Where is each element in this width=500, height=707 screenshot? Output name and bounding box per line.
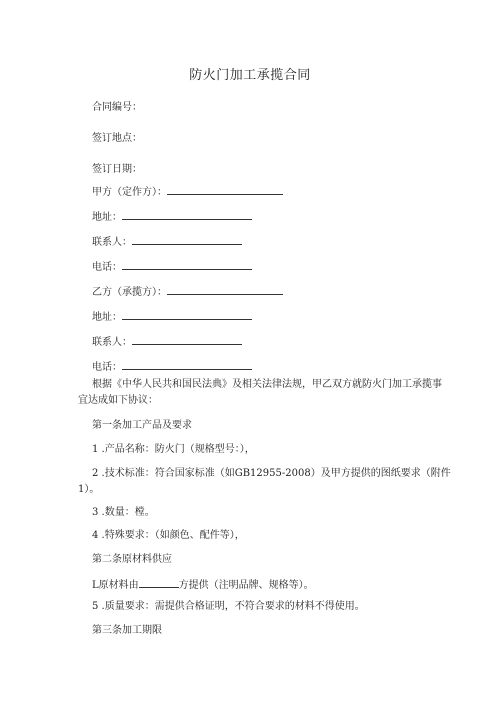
article-1-heading: 第一条加工产品及要求 xyxy=(92,420,192,431)
party-a-contact-label: 联系人： xyxy=(92,237,132,248)
party-a-blank xyxy=(167,184,283,195)
party-a-address-blank xyxy=(122,209,252,220)
party-a-phone-blank xyxy=(122,259,252,270)
party-b-label: 乙方（承揽方）： xyxy=(92,287,167,298)
party-b-contact-row xyxy=(92,334,242,350)
intro-line-1: 根据《中华人民共和国民法典》及相关法律法规，甲乙双方就防火门加工承揽事 xyxy=(92,379,442,390)
article-3-heading: 第三条加工期限 xyxy=(92,625,162,636)
article-2-heading: 第二条原材料供应 xyxy=(92,554,172,565)
party-a-contact-blank xyxy=(132,234,242,245)
article-2-item-1-post: 方提供（注明品牌、规格等）。 xyxy=(178,580,314,591)
party-b-contact-blank xyxy=(132,334,242,345)
article-1-item-2-line-2: 1）。 xyxy=(78,484,100,495)
article-2-item-5: 5 .质量要求：需提供合格证明，不符合要求的材料不得使用。 xyxy=(92,601,365,612)
party-b-address-label: 地址： xyxy=(92,312,122,323)
article-2-item-1-blank xyxy=(139,577,179,588)
party-b-blank xyxy=(167,284,283,295)
party-a-row xyxy=(92,184,283,200)
party-a-address-label: 地址： xyxy=(92,212,122,223)
party-a-phone-label: 电话： xyxy=(92,262,122,273)
article-2-item-1-row xyxy=(92,577,314,593)
party-b-address-row xyxy=(92,309,252,325)
party-a-address-row xyxy=(92,209,252,225)
article-2-item-1-pre: L原材料由 xyxy=(92,580,139,591)
contract-number-field: 合同编号： xyxy=(92,102,142,113)
intro-line-2: 宜达成如下协议： xyxy=(78,395,158,406)
article-1-item-4: 4 .特殊要求：（如颜色、配件等）， xyxy=(92,530,245,541)
party-b-row xyxy=(92,284,283,300)
party-b-phone-blank xyxy=(122,359,252,370)
article-1-item-3: 3 .数量：樘。 xyxy=(92,507,155,518)
party-b-contact-label: 联系人： xyxy=(92,337,132,348)
party-a-label: 甲方（定作方）： xyxy=(92,187,167,198)
sign-date-field: 签订日期： xyxy=(92,164,142,175)
article-1-item-1: 1 .产品名称：防火门（规格型号：）， xyxy=(92,444,255,455)
party-a-phone-row xyxy=(92,259,252,275)
party-a-contact-row xyxy=(92,234,242,250)
document-title: 防火门加工承揽合同 xyxy=(189,68,311,83)
party-b-phone-row xyxy=(92,359,252,375)
party-b-phone-label: 电话： xyxy=(92,362,122,373)
sign-place-field: 签订地点： xyxy=(92,133,142,144)
party-b-address-blank xyxy=(122,309,252,320)
article-1-item-2-line-1: 2 .技术标准：符合国家标准（如GB12955-2008）及甲方提供的图纸要求（附件 xyxy=(92,468,451,479)
